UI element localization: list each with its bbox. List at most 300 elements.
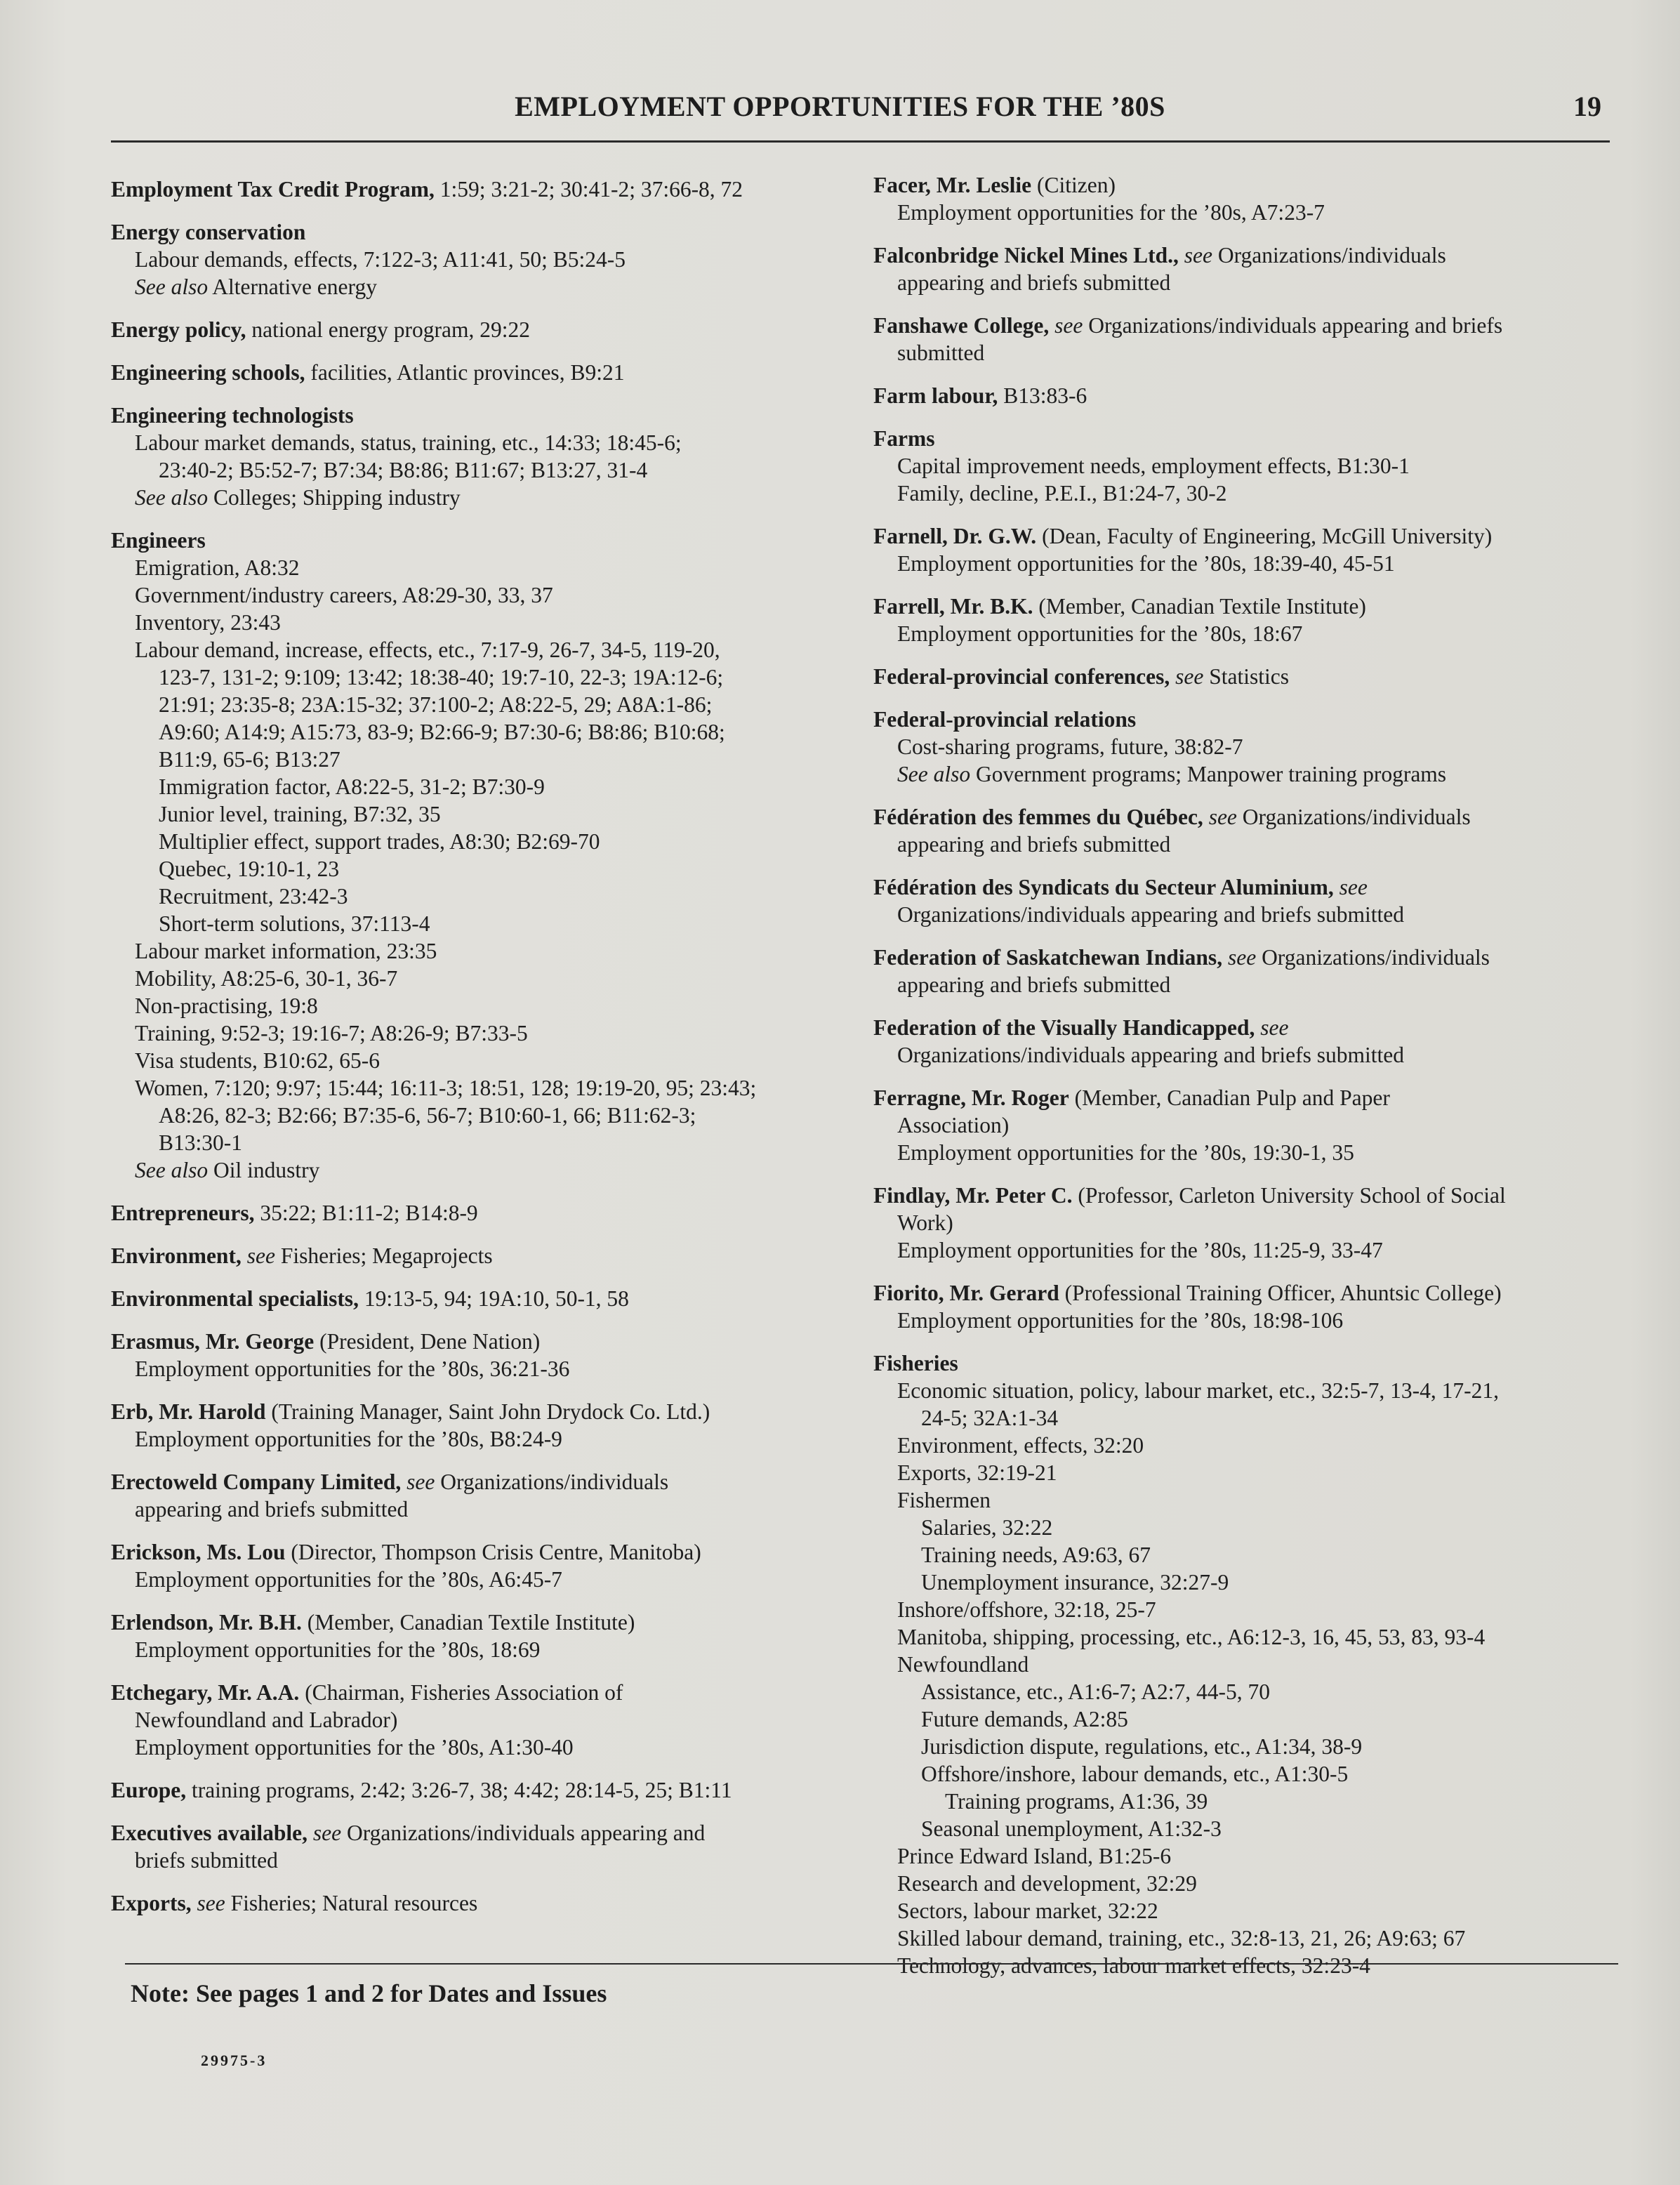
- entry-term: Farms: [873, 426, 935, 451]
- entry-subline: [873, 620, 1625, 647]
- entry-text: Cost-sharing programs, future, 38:82-7: [897, 734, 1243, 759]
- entry-subline: [873, 1569, 1625, 1596]
- index-entry: [111, 1819, 834, 1874]
- entry-text: 1:59; 3:21-2; 30:41-2; 37:66-8, 72: [434, 177, 743, 202]
- index-entry: [873, 1349, 1625, 1979]
- entry-text: Fisheries; Natural resources: [225, 1891, 478, 1915]
- index-entry: [873, 425, 1625, 507]
- entry-text: Labour market demands, status, training, etc., 14:33; 18:45-6;: [135, 430, 682, 455]
- entry-heading-line: [111, 1285, 834, 1312]
- entry-term: Erlendson, Mr. B.H.: [111, 1610, 302, 1635]
- index-entry: [873, 873, 1625, 928]
- entry-subline: [111, 800, 834, 828]
- entry-text: Employment opportunities for the ’80s, 11:25-9, 33-47: [897, 1238, 1383, 1262]
- footer-rule: [125, 1963, 1618, 1965]
- entry-subline: [873, 1111, 1625, 1139]
- entry-text: [242, 1243, 247, 1268]
- cross-reference-label: See also: [135, 1158, 209, 1182]
- entry-term: Federation of the Visually Handicapped,: [873, 1015, 1255, 1040]
- entry-term: Energy policy,: [111, 317, 246, 342]
- entry-subline: [111, 273, 834, 301]
- entry-text: Fisheries; Megaprojects: [275, 1243, 493, 1268]
- entry-subline: [111, 456, 834, 484]
- index-entry: [873, 803, 1625, 858]
- index-column-left: [111, 176, 834, 1932]
- entry-subline: [111, 1566, 834, 1593]
- entry-term: Employment Tax Credit Program,: [111, 177, 435, 202]
- index-entry: [873, 382, 1625, 409]
- entry-subline: [111, 581, 834, 609]
- entry-text: Organizations/individuals appearing and: [341, 1821, 706, 1845]
- entry-text: Capital improvement needs, employment effects, B1:30-1: [897, 454, 1410, 478]
- index-entry: [111, 1468, 834, 1523]
- entry-subline: [111, 773, 834, 800]
- entry-text: (Member, Canadian Textile Institute): [1033, 594, 1366, 619]
- index-entry: [111, 176, 834, 203]
- entry-heading-line: [111, 1609, 834, 1636]
- entry-heading-line: [873, 1349, 1625, 1377]
- index-entry: [873, 522, 1625, 577]
- entry-subline: [873, 1404, 1625, 1432]
- entry-subline: [873, 760, 1625, 788]
- entry-text: Organizations/individuals appearing and briefs submitted: [897, 1043, 1405, 1067]
- entry-text: Employment opportunities for the ’80s, 19:30-1, 35: [897, 1140, 1354, 1165]
- entry-text: [1179, 243, 1184, 268]
- entry-subline: [111, 664, 834, 691]
- index-entry: [111, 1199, 834, 1227]
- entry-heading-line: [111, 1468, 834, 1496]
- entry-text: Immigration factor, A8:22-5, 31-2; B7:30-9: [159, 774, 545, 799]
- entry-heading-line: [111, 402, 834, 429]
- entry-text: 35:22; B1:11-2; B14:8-9: [254, 1201, 478, 1225]
- entry-subline: [873, 1678, 1625, 1705]
- entry-text: Newfoundland: [897, 1652, 1029, 1677]
- index-entry: [873, 1279, 1625, 1334]
- entry-subline: [111, 246, 834, 273]
- entry-term: Facer, Mr. Leslie: [873, 173, 1032, 197]
- entry-subline: [873, 339, 1625, 367]
- entry-heading-line: [111, 1776, 834, 1804]
- entry-subline: [873, 452, 1625, 480]
- cross-reference-label: see: [1184, 243, 1212, 268]
- index-entry: [111, 316, 834, 343]
- entry-text: [192, 1891, 197, 1915]
- entry-term: Exports,: [111, 1891, 192, 1915]
- entry-heading-line: [873, 312, 1625, 339]
- entry-text: (Dean, Faculty of Engineering, McGill University): [1036, 524, 1493, 548]
- entry-subline: [111, 1706, 834, 1734]
- entry-subline: [111, 992, 834, 1019]
- entry-subline: [873, 1925, 1625, 1952]
- entry-term: Europe,: [111, 1778, 187, 1802]
- entry-heading-line: [873, 1182, 1625, 1209]
- entry-subline: [873, 1733, 1625, 1760]
- entry-heading-line: [873, 1279, 1625, 1307]
- entry-text: Training programs, A1:36, 39: [945, 1789, 1208, 1814]
- entry-text: Government/industry careers, A8:29-30, 33, 37: [135, 583, 553, 607]
- entry-subline: [873, 1307, 1625, 1334]
- entry-term: Federal-provincial conferences,: [873, 664, 1170, 689]
- entry-text: Association): [897, 1113, 1010, 1137]
- entry-text: Organizations/individuals: [1256, 945, 1490, 970]
- entry-term: Engineering technologists: [111, 403, 354, 428]
- entry-text: B11:9, 65-6; B13:27: [159, 747, 340, 772]
- entry-text: Non-practising, 19:8: [135, 994, 318, 1018]
- entry-text: [1334, 875, 1340, 899]
- entry-subline: [111, 484, 834, 511]
- entry-subline: [111, 1129, 834, 1156]
- cross-reference-label: see: [1260, 1015, 1289, 1040]
- entry-text: submitted: [897, 341, 985, 365]
- entry-text: Colleges; Shipping industry: [208, 485, 461, 510]
- entry-text: A9:60; A14:9; A15:73, 83-9; B2:66-9; B7:30-6; B8:86; B10:68;: [159, 720, 725, 744]
- entry-text: Employment opportunities for the ’80s, 18:39-40, 45-51: [897, 551, 1395, 576]
- entry-heading-line: [873, 382, 1625, 409]
- entry-text: Organizations/individuals: [435, 1470, 669, 1494]
- entry-term: Findlay, Mr. Peter C.: [873, 1183, 1073, 1208]
- entry-text: (President, Dene Nation): [314, 1329, 541, 1354]
- entry-text: Family, decline, P.E.I., B1:24-7, 30-2: [897, 481, 1227, 506]
- entry-heading-line: [873, 1014, 1625, 1041]
- entry-text: Recruitment, 23:42-3: [159, 884, 348, 909]
- cross-reference-label: See also: [135, 485, 209, 510]
- entry-heading-line: [111, 1328, 834, 1355]
- entry-text: Alternative energy: [208, 275, 377, 299]
- entry-text: Employment opportunities for the ’80s, A1:30-40: [135, 1735, 574, 1760]
- index-entry: [873, 706, 1625, 788]
- cross-reference-label: see: [312, 1821, 342, 1845]
- entry-text: Sectors, labour market, 32:22: [897, 1899, 1158, 1923]
- entry-text: (Member, Canadian Textile Institute): [301, 1610, 635, 1635]
- entry-heading-line: [111, 1679, 834, 1706]
- entry-subline: [111, 429, 834, 456]
- entry-subline: [873, 1897, 1625, 1925]
- entry-text: Statistics: [1203, 664, 1289, 689]
- entry-text: Employment opportunities for the ’80s, 18:69: [135, 1637, 541, 1662]
- index-entry: [111, 1609, 834, 1663]
- entry-subline: [873, 831, 1625, 858]
- entry-text: Junior level, training, B7:32, 35: [159, 802, 441, 826]
- entry-subline: [873, 1377, 1625, 1404]
- running-header-title: EMPLOYMENT OPPORTUNITIES FOR THE ’80S: [515, 91, 1165, 122]
- entry-text: Oil industry: [208, 1158, 320, 1182]
- entry-text: Organizations/individuals: [1212, 243, 1446, 268]
- entry-subline: [873, 1651, 1625, 1678]
- entry-subline: [111, 609, 834, 636]
- entry-subline: [873, 1623, 1625, 1651]
- index-entry: [873, 1182, 1625, 1264]
- entry-text: Jurisdiction dispute, regulations, etc., A1:34, 38-9: [921, 1734, 1363, 1759]
- entry-subline: [873, 1870, 1625, 1897]
- cross-reference-label: see: [1054, 313, 1083, 338]
- cross-reference-label: see: [406, 1470, 435, 1494]
- entry-text: appearing and briefs submitted: [897, 832, 1171, 857]
- entry-text: Organizations/individuals: [1236, 805, 1471, 829]
- entry-text: B13:30-1: [159, 1130, 243, 1155]
- entry-term: Executives available,: [111, 1821, 307, 1845]
- entry-term: Energy conservation: [111, 220, 306, 244]
- entry-text: [401, 1470, 406, 1494]
- entry-term: Environmental specialists,: [111, 1286, 359, 1311]
- entry-text: Research and development, 32:29: [897, 1871, 1197, 1896]
- entry-subline: [873, 1432, 1625, 1459]
- entry-heading-line: [111, 1538, 834, 1566]
- index-entry: [111, 1776, 834, 1804]
- entry-heading-line: [111, 316, 834, 343]
- entry-text: [1049, 313, 1054, 338]
- cross-reference-label: See also: [135, 275, 209, 299]
- entry-subline: [873, 1209, 1625, 1236]
- entry-term: Fisheries: [873, 1351, 958, 1375]
- entry-text: (Professor, Carleton University School of Social: [1072, 1183, 1506, 1208]
- entry-heading-line: [111, 1242, 834, 1269]
- entry-text: Short-term solutions, 37:113-4: [159, 911, 430, 936]
- entry-text: Employment opportunities for the ’80s, 18:67: [897, 621, 1303, 646]
- entry-text: appearing and briefs submitted: [897, 972, 1171, 997]
- entry-subline: [111, 1074, 834, 1102]
- entry-text: national energy program, 29:22: [246, 317, 530, 342]
- index-entry: [873, 1084, 1625, 1166]
- entry-subline: [111, 1355, 834, 1382]
- entry-heading-line: [873, 522, 1625, 550]
- entry-text: Fishermen: [897, 1488, 991, 1512]
- entry-subline: [111, 1102, 834, 1129]
- cross-reference-label: see: [246, 1243, 275, 1268]
- entry-term: Etchegary, Mr. A.A.: [111, 1680, 300, 1705]
- entry-term: Erectoweld Company Limited,: [111, 1470, 402, 1494]
- entry-text: Employment opportunities for the ’80s, 18:98-106: [897, 1308, 1344, 1333]
- entry-heading-line: [111, 1398, 834, 1425]
- entry-heading-line: [873, 425, 1625, 452]
- entry-subline: [873, 733, 1625, 760]
- page-number: 19: [1573, 91, 1601, 122]
- entry-text: Environment, effects, 32:20: [897, 1433, 1144, 1458]
- entry-text: (Chairman, Fisheries Association of: [299, 1680, 623, 1705]
- entry-subline: [111, 1847, 834, 1874]
- entry-subline: [873, 269, 1625, 296]
- cross-reference-label: see: [1208, 805, 1237, 829]
- entry-text: A8:26, 82-3; B2:66; B7:35-6, 56-7; B10:60-1, 66; B11:62-3;: [159, 1103, 696, 1128]
- entry-heading-line: [873, 171, 1625, 199]
- entry-heading-line: [873, 242, 1625, 269]
- entry-term: Farm labour,: [873, 383, 998, 408]
- entry-text: Offshore/inshore, labour demands, etc., A1:30-5: [921, 1762, 1349, 1786]
- entry-text: 19:13-5, 94; 19A:10, 50-1, 58: [358, 1286, 629, 1311]
- entry-heading-line: [873, 663, 1625, 690]
- entry-text: Employment opportunities for the ’80s, A7:23-7: [897, 200, 1325, 225]
- entry-heading-line: [873, 803, 1625, 831]
- footer-note: Note: See pages 1 and 2 for Dates and Issues: [131, 1979, 607, 2007]
- entry-subline: [111, 746, 834, 773]
- entry-term: Fédération des femmes du Québec,: [873, 805, 1203, 829]
- entry-subline: [873, 1705, 1625, 1733]
- header-rule: [111, 140, 1610, 143]
- entry-text: Labour demand, increase, effects, etc., 7:17-9, 26-7, 34-5, 119-20,: [135, 638, 720, 662]
- entry-heading-line: [111, 218, 834, 246]
- cross-reference-label: see: [197, 1891, 225, 1915]
- index-entry: [873, 312, 1625, 367]
- entry-subline: [111, 1734, 834, 1761]
- entry-text: (Citizen): [1031, 173, 1116, 197]
- entry-subline: [873, 199, 1625, 226]
- entry-subline: [111, 965, 834, 992]
- entry-text: Technology, advances, labour market effects, 32:23-4: [897, 1953, 1370, 1978]
- entry-term: Federal-provincial relations: [873, 707, 1137, 732]
- entry-subline: [873, 1842, 1625, 1870]
- entry-term: Farnell, Dr. G.W.: [873, 524, 1037, 548]
- entry-subline: [111, 1425, 834, 1453]
- entry-text: facilities, Atlantic provinces, B9:21: [305, 360, 625, 385]
- entry-subline: [111, 883, 834, 910]
- entry-text: Unemployment insurance, 32:27-9: [921, 1570, 1229, 1595]
- entry-term: Fédération des Syndicats du Secteur Aluminium,: [873, 875, 1334, 899]
- entry-subline: [873, 1541, 1625, 1569]
- entry-text: briefs submitted: [135, 1848, 278, 1873]
- entry-text: [1170, 664, 1175, 689]
- entry-heading-line: [111, 176, 834, 203]
- index-entry: [111, 218, 834, 301]
- entry-term: Falconbridge Nickel Mines Ltd.,: [873, 243, 1179, 268]
- entry-text: Manitoba, shipping, processing, etc., A6:12-3, 16, 45, 53, 83, 93-4: [897, 1625, 1486, 1649]
- entry-text: Training needs, A9:63, 67: [921, 1543, 1151, 1567]
- index-entry: [111, 1285, 834, 1312]
- entry-text: Exports, 32:19-21: [897, 1460, 1057, 1485]
- entry-text: (Director, Thompson Crisis Centre, Manitoba): [285, 1540, 701, 1564]
- entry-text: Employment opportunities for the ’80s, A6:45-7: [135, 1567, 562, 1592]
- entry-term: Fiorito, Mr. Gerard: [873, 1281, 1059, 1305]
- entry-text: Salaries, 32:22: [921, 1515, 1053, 1540]
- entry-text: Organizations/individuals appearing and briefs submitted: [897, 902, 1405, 927]
- entry-subline: [111, 937, 834, 965]
- entry-heading-line: [873, 706, 1625, 733]
- entry-text: Employment opportunities for the ’80s, 36:21-36: [135, 1356, 570, 1381]
- entry-text: Labour market information, 23:35: [135, 939, 437, 963]
- entry-subline: [873, 1486, 1625, 1514]
- entry-term: Erickson, Ms. Lou: [111, 1540, 286, 1564]
- entry-term: Federation of Saskatchewan Indians,: [873, 945, 1223, 970]
- entry-subline: [111, 718, 834, 746]
- entry-text: appearing and briefs submitted: [897, 270, 1171, 295]
- index-entry: [873, 944, 1625, 998]
- index-entry: [873, 593, 1625, 647]
- entry-subline: [873, 480, 1625, 507]
- entry-subline: [873, 1596, 1625, 1623]
- entry-subline: [111, 1019, 834, 1047]
- entry-text: Prince Edward Island, B1:25-6: [897, 1844, 1172, 1868]
- index-entry: [873, 1014, 1625, 1069]
- entry-text: Employment opportunities for the ’80s, B8:24-9: [135, 1427, 562, 1451]
- entry-heading-line: [111, 527, 834, 554]
- entry-text: [307, 1821, 313, 1845]
- entry-text: Government programs; Manpower training programs: [970, 762, 1447, 786]
- entry-term: Fanshawe College,: [873, 313, 1050, 338]
- entry-heading-line: [111, 1889, 834, 1917]
- entry-text: Multiplier effect, support trades, A8:30; B2:69-70: [159, 829, 600, 854]
- entry-text: Visa students, B10:62, 65-6: [135, 1048, 380, 1073]
- entry-text: B13:83-6: [998, 383, 1087, 408]
- entry-text: (Professional Training Officer, Ahuntsic College): [1059, 1281, 1502, 1305]
- entry-subline: [873, 1760, 1625, 1788]
- entry-text: training programs, 2:42; 3:26-7, 38; 4:42; 28:14-5, 25; B1:11: [186, 1778, 732, 1802]
- index-entry: [111, 1328, 834, 1382]
- entry-text: (Member, Canadian Pulp and Paper: [1069, 1085, 1390, 1110]
- entry-term: Engineers: [111, 528, 206, 553]
- entry-text: Work): [897, 1210, 953, 1235]
- entry-text: 23:40-2; B5:52-7; B7:34; B8:86; B11:67; B13:27, 31-4: [159, 458, 648, 482]
- entry-text: appearing and briefs submitted: [135, 1497, 409, 1521]
- cross-reference-label: see: [1227, 945, 1257, 970]
- entry-subline: [111, 691, 834, 718]
- entry-text: (Training Manager, Saint John Drydock Co. Ltd.): [265, 1399, 710, 1424]
- entry-text: Mobility, A8:25-6, 30-1, 36-7: [135, 966, 398, 991]
- entry-subline: [111, 910, 834, 937]
- entry-heading-line: [873, 1084, 1625, 1111]
- entry-text: Economic situation, policy, labour market, etc., 32:5-7, 13-4, 17-21,: [897, 1378, 1500, 1403]
- entry-subline: [111, 1156, 834, 1184]
- entry-text: Future demands, A2:85: [921, 1707, 1128, 1731]
- entry-text: 24-5; 32A:1-34: [921, 1406, 1059, 1430]
- entry-term: Entrepreneurs,: [111, 1201, 255, 1225]
- entry-subline: [873, 1041, 1625, 1069]
- entry-subline: [873, 1459, 1625, 1486]
- entry-text: Women, 7:120; 9:97; 15:44; 16:11-3; 18:51, 128; 19:19-20, 95; 23:43;: [135, 1076, 757, 1100]
- index-entry: [873, 171, 1625, 226]
- entry-text: Inventory, 23:43: [135, 610, 281, 635]
- index-entry: [111, 402, 834, 511]
- entry-heading-line: [111, 359, 834, 386]
- entry-term: Farrell, Mr. B.K.: [873, 594, 1033, 619]
- cross-reference-label: see: [1339, 875, 1368, 899]
- entry-subline: [873, 1788, 1625, 1815]
- index-entry: [111, 1398, 834, 1453]
- entry-subline: [111, 1636, 834, 1663]
- entry-text: Labour demands, effects, 7:122-3; A11:41, 50; B5:24-5: [135, 247, 626, 272]
- entry-subline: [111, 1496, 834, 1523]
- entry-heading-line: [873, 873, 1625, 901]
- entry-text: 123-7, 131-2; 9:109; 13:42; 18:38-40; 19:7-10, 22-3; 19A:12-6;: [159, 665, 724, 689]
- entry-term: Ferragne, Mr. Roger: [873, 1085, 1069, 1110]
- index-entry: [111, 527, 834, 1184]
- entry-subline: [873, 1815, 1625, 1842]
- entry-text: Skilled labour demand, training, etc., 32:8-13, 21, 26; A9:63; 67: [897, 1926, 1466, 1950]
- index-column-right: [873, 171, 1625, 1995]
- entry-text: Newfoundland and Labrador): [135, 1708, 398, 1732]
- entry-text: Seasonal unemployment, A1:32-3: [921, 1816, 1222, 1841]
- entry-term: Environment,: [111, 1243, 242, 1268]
- index-entry: [873, 663, 1625, 690]
- entry-subline: [873, 1236, 1625, 1264]
- entry-subline: [873, 971, 1625, 998]
- entry-text: Quebec, 19:10-1, 23: [159, 857, 340, 881]
- entry-text: Organizations/individuals appearing and briefs: [1083, 313, 1503, 338]
- entry-heading-line: [873, 944, 1625, 971]
- entry-subline: [873, 550, 1625, 577]
- entry-text: Assistance, etc., A1:6-7; A2:7, 44-5, 70: [921, 1679, 1270, 1704]
- index-entry: [111, 1538, 834, 1593]
- entry-subline: [873, 901, 1625, 928]
- cross-reference-label: see: [1175, 664, 1204, 689]
- entry-subline: [873, 1514, 1625, 1541]
- entry-heading-line: [111, 1199, 834, 1227]
- entry-subline: [111, 554, 834, 581]
- entry-text: Training, 9:52-3; 19:16-7; A8:26-9; B7:33-5: [135, 1021, 528, 1045]
- entry-subline: [111, 1047, 834, 1074]
- entry-term: Engineering schools,: [111, 360, 305, 385]
- index-entry: [111, 1679, 834, 1761]
- entry-text: [1203, 805, 1209, 829]
- entry-term: Erb, Mr. Harold: [111, 1399, 266, 1424]
- index-entry: [111, 1242, 834, 1269]
